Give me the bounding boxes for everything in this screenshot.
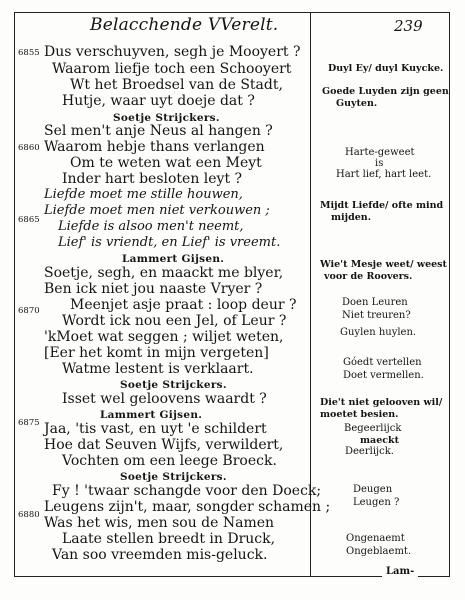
verse-line: Hutje, waar uyt doeje dat ? xyxy=(62,93,255,109)
verse-line: Vochten om een leege Broeck. xyxy=(62,453,277,469)
verse-line: Meenjet asje praat : loop deur ? xyxy=(70,297,297,313)
margin-note: Niet treuren? xyxy=(342,310,411,321)
margin-note: Leugen ? xyxy=(353,497,400,508)
margin-note: Góedt vertellen xyxy=(343,357,422,368)
speaker-name: Soetje Strijckers. xyxy=(120,379,227,391)
verse-line: Waarom hebje thans verlangen xyxy=(44,139,265,155)
speaker-name: Soetje Strijckers. xyxy=(113,112,220,124)
margin-note: Ongeblaemt. xyxy=(346,546,412,557)
margin-note: Guylen huylen. xyxy=(340,327,417,338)
margin-note: voor de Roovers. xyxy=(324,271,413,282)
verse-line: 'kMoet wat seggen ; wiljet weten, xyxy=(44,329,284,345)
margin-note: Die't niet gelooven wil/ xyxy=(320,397,443,408)
verse-line: Liefde moet me stille houwen, xyxy=(44,187,243,202)
verse-line: Leugens zijn't, maar, songder schamen ; xyxy=(44,499,331,515)
margin-note: Deerlijck. xyxy=(345,446,394,457)
verse-line: Liefde moet men niet verkouwen ; xyxy=(44,203,270,218)
margin-note: Begeerlijck xyxy=(344,423,402,434)
line-number: 6865 xyxy=(18,215,40,225)
margin-note: Deugen xyxy=(353,484,393,495)
margin-note: Harte-geweet xyxy=(345,147,415,158)
speaker-name: Lammert Gijsen. xyxy=(100,409,203,421)
margin-note: moetet besien. xyxy=(320,409,399,420)
verse-line: Soetje, segh, en maackt me blyer, xyxy=(44,265,284,281)
verse-line: Watme lestent is verklaart. xyxy=(62,361,254,377)
line-number: 6855 xyxy=(18,48,40,58)
verse-line: Lief' is vriendt, en Lief' is vreemt. xyxy=(58,235,281,250)
margin-note: maeckt xyxy=(360,435,400,446)
line-number: 6860 xyxy=(18,143,40,153)
verse-line: Was het wis, men sou de Namen xyxy=(44,515,275,531)
verse-line: Liefde is alsoo men't neemt, xyxy=(58,219,244,234)
verse-line: Laate stellen breedt in Druck, xyxy=(62,531,276,547)
speaker-name: Soetje Strijckers. xyxy=(120,471,227,483)
margin-note: Goede Luyden zijn geen xyxy=(322,86,449,97)
verse-line: Jaa, 'tis vast, en uyt 'e schildert xyxy=(44,421,267,437)
page-number: 239 xyxy=(394,17,423,35)
verse-line: Ben ick niet jou naaste Vryer ? xyxy=(44,281,263,297)
margin-note: Hart lief, hart leet. xyxy=(336,169,432,180)
margin-note: Mijdt Liefde/ ofte mind xyxy=(320,200,444,211)
verse-line: Om te weten wat een Meyt xyxy=(70,155,262,171)
verse-line: Fy ! 'twaar schangde voor den Doeck; xyxy=(52,483,322,499)
margin-note: Ongenaemt xyxy=(346,533,405,544)
margin-note: Guyten. xyxy=(336,98,378,109)
verse-line: Inder hart besloten leyt ? xyxy=(62,171,243,187)
margin-note: Doen Leuren xyxy=(342,297,408,308)
catchword: Lam- xyxy=(382,566,418,577)
verse-line: Sel men't anje Neus al hangen ? xyxy=(44,123,273,139)
margin-note: Doet vermellen. xyxy=(343,370,424,381)
verse-line: Isset wel geloovens waardt ? xyxy=(62,391,267,407)
verse-line: Van soo vreemden mis-geluck. xyxy=(52,547,268,563)
running-title: Belacchende VVerelt. xyxy=(90,15,279,35)
verse-line: Hoe dat Seuven Wijfs, verwildert, xyxy=(44,437,284,453)
verse-line: Wordt ick nou een Jel, of Leur ? xyxy=(62,313,287,329)
speaker-name: Lammert Gijsen. xyxy=(122,253,225,265)
line-number: 6880 xyxy=(18,510,40,520)
margin-note: Wie't Mesje weet/ weest xyxy=(320,259,447,270)
verse-line: Dus verschuyven, segh je Mooyert ? xyxy=(44,44,301,60)
verse-line: Wt het Broedsel van de Stadt, xyxy=(70,77,283,93)
verse-line: Waarom liefje toch een Schooyert xyxy=(52,61,292,77)
margin-note: is xyxy=(375,158,384,169)
verse-line: [Eer het komt in mijn vergeten] xyxy=(44,345,269,361)
margin-note: mijden. xyxy=(331,212,371,223)
margin-note: Duyl Ey/ duyl Kuycke. xyxy=(328,63,444,74)
line-number: 6875 xyxy=(18,418,40,428)
line-number: 6870 xyxy=(18,306,40,316)
